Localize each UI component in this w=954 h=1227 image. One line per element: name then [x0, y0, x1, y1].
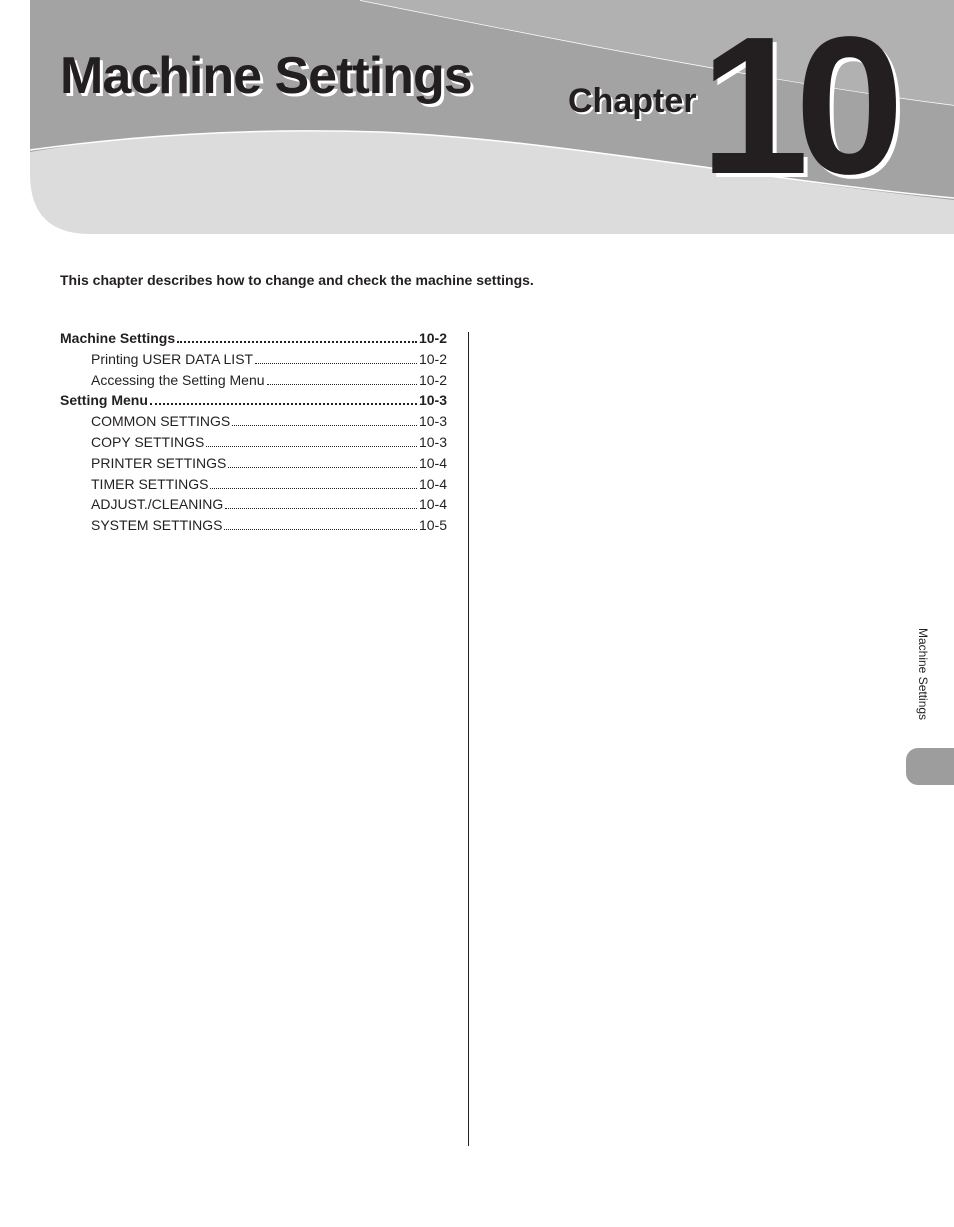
toc-entry-printing-user-data-list[interactable]	[60, 351, 447, 372]
chapter-label: Chapter	[568, 82, 697, 120]
toc-entry-page: 10-4	[418, 454, 447, 471]
page-title: Machine Settings	[60, 47, 472, 105]
toc-leader-dots	[225, 508, 417, 509]
toc-entry-label: Accessing the Setting Menu	[91, 371, 265, 388]
table-of-contents	[60, 330, 447, 538]
toc-entry-accessing-setting-menu[interactable]	[60, 372, 447, 393]
toc-leader-dots	[232, 425, 417, 426]
toc-leader-dots	[150, 403, 417, 405]
toc-entry-page: 10-2	[418, 371, 447, 388]
column-divider	[468, 332, 469, 1146]
toc-leader-dots	[228, 467, 417, 468]
toc-entry-printer-settings[interactable]	[60, 455, 447, 476]
toc-entry-page: 10-3	[418, 433, 447, 450]
side-tab-label: Machine Settings	[916, 628, 930, 721]
toc-entry-page: 10-2	[418, 350, 447, 367]
toc-leader-dots	[224, 529, 417, 530]
toc-entry-machine-settings[interactable]	[60, 330, 447, 351]
toc-entry-common-settings[interactable]	[60, 413, 447, 434]
toc-entry-page: 10-5	[418, 517, 447, 534]
toc-entry-label: COMMON SETTINGS	[91, 413, 231, 430]
toc-entry-system-settings[interactable]	[60, 517, 447, 538]
chapter-intro: This chapter describes how to change and check the machine settings.	[60, 272, 534, 288]
toc-leader-dots	[255, 363, 417, 364]
toc-entry-label: ADJUST./CLEANING	[91, 496, 224, 513]
toc-entry-page: 10-3	[418, 413, 447, 430]
toc-entry-adjust-cleaning[interactable]	[60, 496, 447, 517]
toc-entry-page: 10-3	[418, 392, 447, 409]
toc-leader-dots	[177, 341, 417, 343]
toc-entry-label: Machine Settings	[60, 330, 176, 346]
toc-leader-dots	[206, 446, 417, 447]
toc-entry-timer-settings[interactable]	[60, 476, 447, 497]
chapter-side-tab[interactable]	[906, 748, 954, 785]
toc-entry-label: Setting Menu	[60, 392, 148, 409]
toc-entry-page: 10-2	[418, 330, 447, 346]
toc-entry-setting-menu[interactable]	[60, 392, 447, 413]
toc-entry-label: PRINTER SETTINGS	[91, 454, 227, 471]
toc-entry-label: Printing USER DATA LIST	[91, 350, 254, 367]
toc-entry-label: SYSTEM SETTINGS	[91, 517, 223, 534]
toc-leader-dots	[210, 488, 417, 489]
toc-entry-label: COPY SETTINGS	[91, 433, 205, 450]
chapter-number: 10	[700, 0, 891, 215]
toc-leader-dots	[267, 384, 417, 385]
toc-entry-page: 10-4	[418, 496, 447, 513]
toc-entry-page: 10-4	[418, 475, 447, 492]
toc-entry-label: TIMER SETTINGS	[91, 475, 209, 492]
toc-entry-copy-settings[interactable]	[60, 434, 447, 455]
